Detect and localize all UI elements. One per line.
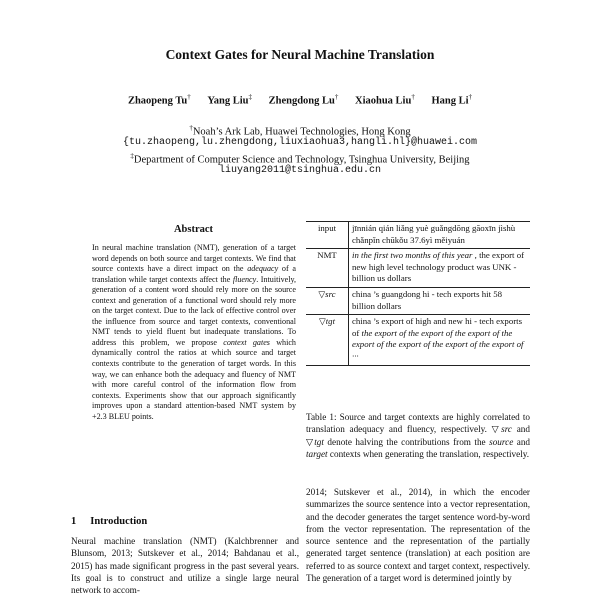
table-row [306, 222, 530, 249]
author: Xiaohua Liu† [355, 93, 415, 107]
abstract-body: In neural machine translation (NMT), generation of a target word depends on both source and target contexts. We find that source contexts have a direct impact on the adequacy of a translation while target contexts affect the fluency. Intuitively, generation of a content word should rely more on the source context and generation of a functional word should rely more on the target context. Due to the lack of effective control over the influence from source and target contexts, conventional NMT tends to yield fluent but inadequate translations. To address this problem, we propose context gates which dynamically control the ratios at which source and target contexts contribute to the generation of target words. In this way, we can enhance both the adequacy and fluency of NMT with more careful control of the information flow from contexts. Experiments show that our approach significantly improves upon a standard attention-based NMT system by +2.3 BLEU points. [92, 243, 297, 421]
affiliation-tsinghua: ‡Department of Computer Science and Technology, Tsinghua University, Beijing [130, 152, 470, 166]
row-label: input [306, 222, 349, 249]
row-text: jīnnián qián liǎng yuè guǎngdōng gāoxīn jìshù chǎnpǐn chūkǒu 37.6yì měiyuán [352, 223, 516, 245]
row-text: in the first two months of this year , the export of new high level technology product was UNK - billion us dollars [352, 250, 525, 284]
right-column-body: 2014; Sutskever et al., 2014), in which the encoder summarizes the source sentence into a vector representation, and the decoder generates the target sentence word-by-word from the vector representation. The representation of the source sentence and the representation of the partially generated target sentence (translation) at each position are referred to as source context and target context, respectively. The generation of a target word is determined jointly by [306, 487, 530, 584]
author: Zhengdong Lu† [268, 93, 339, 107]
row-text: china ’s guangdong hi - tech exports hit 58 billion dollars [352, 288, 503, 311]
table-caption: Table 1: Source and target contexts are highly correlated to translation adequacy and fluency, respectively. ▽src and ▽tgt denote halving the contributions from the source and target contexts when generating the translation, respectively. [306, 412, 531, 459]
author: Zhaopeng Tu† [127, 93, 191, 107]
example-table [306, 221, 530, 366]
affiliation-huawei: †Noah’s Ark Lab, Huawei Technologies, Hong Kong [189, 124, 411, 138]
table-row [306, 249, 530, 288]
row-label: NMT [306, 249, 349, 288]
paper-title: Context Gates for Neural Machine Translation [165, 47, 435, 62]
row-label: ▽tgt [306, 315, 349, 365]
table-row [306, 287, 530, 314]
author: Yang Liu‡ [207, 93, 252, 107]
author: Hang Li† [431, 93, 473, 107]
author-list [0, 93, 600, 107]
abstract-heading: Abstract [173, 224, 214, 235]
section-heading-introduction: 1 Introduction [71, 516, 148, 527]
introduction-body: Neural machine translation (NMT) (Kalchbrenner and Blunsom, 2013; Sutskever et al., 2014; Bahdanau et al., 2015) has made significant progress in the past several years. Its goal is to construct and utilize a single large neural network to accom- [71, 536, 299, 596]
row-label: ▽src [306, 287, 349, 314]
email-huawei: {tu.zhaopeng,lu.zhengdong,liuxiaohua3,hangli.hl}@huawei.com [122, 137, 478, 148]
table-row [306, 315, 530, 365]
email-tsinghua: liuyang2011@tsinghua.edu.cn [218, 165, 382, 176]
row-text: china ’s export of high and new hi - tech exports of the export of the export of the export of the export of the export of the export of the export of ··· [352, 316, 524, 361]
